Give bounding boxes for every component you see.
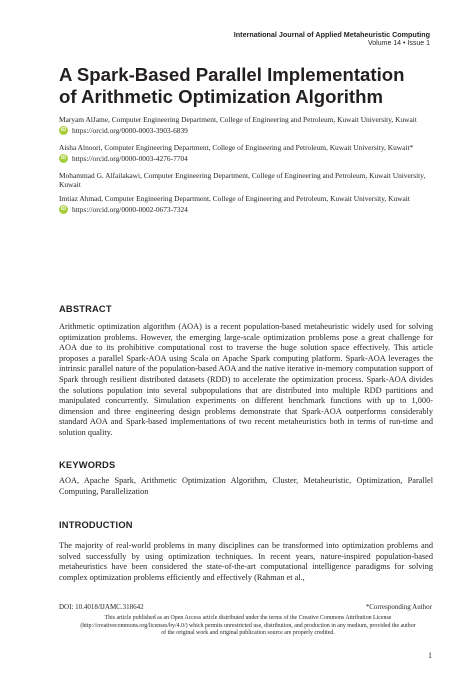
title-line-1: A Spark-Based Parallel Implementation bbox=[59, 64, 405, 85]
abstract-text: Arithmetic optimization algorithm (AOA) is a recent population-based metaheuristic widely used for solving optimization problems. However, the emerging large-scale optimization problems pose a great challenge for AOA due to its prohibitive computational cost to traverse the huge solution space effectively. This article proposes a parallel Spark-AOA using Scala on Apache Spark computing platform. Spark-AOA leverages the intrinsic parallel nature of the population-based AOA and the native iterative in-memory computation support of Spark through resilient distributed datasets (RDD) to accelerate the optimization process. Spark-AOA divides the solutions population into several subpopulations that are distributed into multiple RDD partitions and manipulated concurrently. Simulation experiments on different benchmark functions with up to 1,000-dimension and three engineering design problems demonstrate that Spark-AOA outperforms considerably standard AOA and Spark-based implementations of two recent metaheuristics both in terms of run-time and solution quality. bbox=[59, 322, 433, 437]
orcid-line bbox=[59, 152, 439, 165]
author-entry bbox=[59, 143, 439, 165]
orcid-link[interactable]: https://orcid.org/0000-0003-3903-6839 bbox=[72, 126, 188, 135]
orcid-line bbox=[59, 203, 439, 216]
title-line-2: of Arithmetic Optimization Algorithm bbox=[59, 86, 384, 107]
author-affiliation: Imtiaz Ahmad, Computer Engineering Department, College of Engineering and Petroleum, Kuwait University, Kuwait bbox=[59, 194, 410, 203]
journal-header bbox=[234, 30, 430, 49]
page-number: 1 bbox=[428, 651, 432, 660]
orcid-link[interactable]: https://orcid.org/0000-0002-0673-7324 bbox=[72, 205, 188, 214]
journal-issue: Volume 14 • Issue 1 bbox=[368, 40, 430, 47]
journal-name: International Journal of Applied Metaheuristic Computing bbox=[233, 30, 430, 39]
author-affiliation: Maryam AlJame, Computer Engineering Department, College of Engineering and Petroleum, Kuwait University, Kuwait bbox=[59, 115, 417, 124]
corresponding-author-note: *Corresponding Author bbox=[365, 603, 432, 611]
author-affiliation: Aisha Alnoori, Computer Engineering Department, College of Engineering and Petroleum, Kuwait University, Kuwait* bbox=[59, 143, 414, 152]
keywords-text: AOA, Apache Spark, Arithmetic Optimization Algorithm, Cluster, Metaheuristic, Optimization, Parallel Computing, Parallelization bbox=[59, 476, 433, 496]
author-entry bbox=[59, 115, 439, 137]
orcid-line bbox=[59, 124, 439, 137]
license-notice: This article published as an Open Access article distributed under the terms of the Creative Commons Attribution License (http://creativecommons.org/licenses/by/4.0/) which permits unrestricted use, distribution, and production in any medium, provided the author of the original work and original publication source are properly credited. bbox=[80, 615, 416, 637]
author-entry bbox=[59, 194, 439, 216]
orcid-icon: iD bbox=[61, 127, 66, 133]
orcid-icon: iD bbox=[61, 155, 66, 161]
introduction-heading: INTRODUCTION bbox=[59, 520, 133, 530]
orcid-link[interactable]: https://orcid.org/0000-0003-4276-7704 bbox=[72, 154, 188, 163]
orcid-icon: iD bbox=[61, 206, 66, 212]
author-affiliation: Mohammad G. Alfailakawi, Computer Engineering Department, College of Engineering and Petroleum, Kuwait University, Kuwait bbox=[59, 171, 426, 189]
paper-title bbox=[59, 64, 439, 108]
author-list bbox=[59, 115, 439, 222]
abstract-heading: ABSTRACT bbox=[59, 304, 112, 314]
author-entry bbox=[59, 171, 439, 189]
keywords-heading: KEYWORDS bbox=[59, 460, 116, 470]
doi: DOI: 10.4018/IJAMC.318642 bbox=[59, 603, 144, 611]
introduction-text: The majority of real-world problems in many disciplines can be transformed into optimization problems and solved successfully by using optimization techniques. In recent years, nature-inspired population-based metaheuristics have been considered the state-of-the-art computational intelligence paradigms for solving complex optimization problems efficiently and effectively (Rahman et al., bbox=[59, 541, 433, 582]
